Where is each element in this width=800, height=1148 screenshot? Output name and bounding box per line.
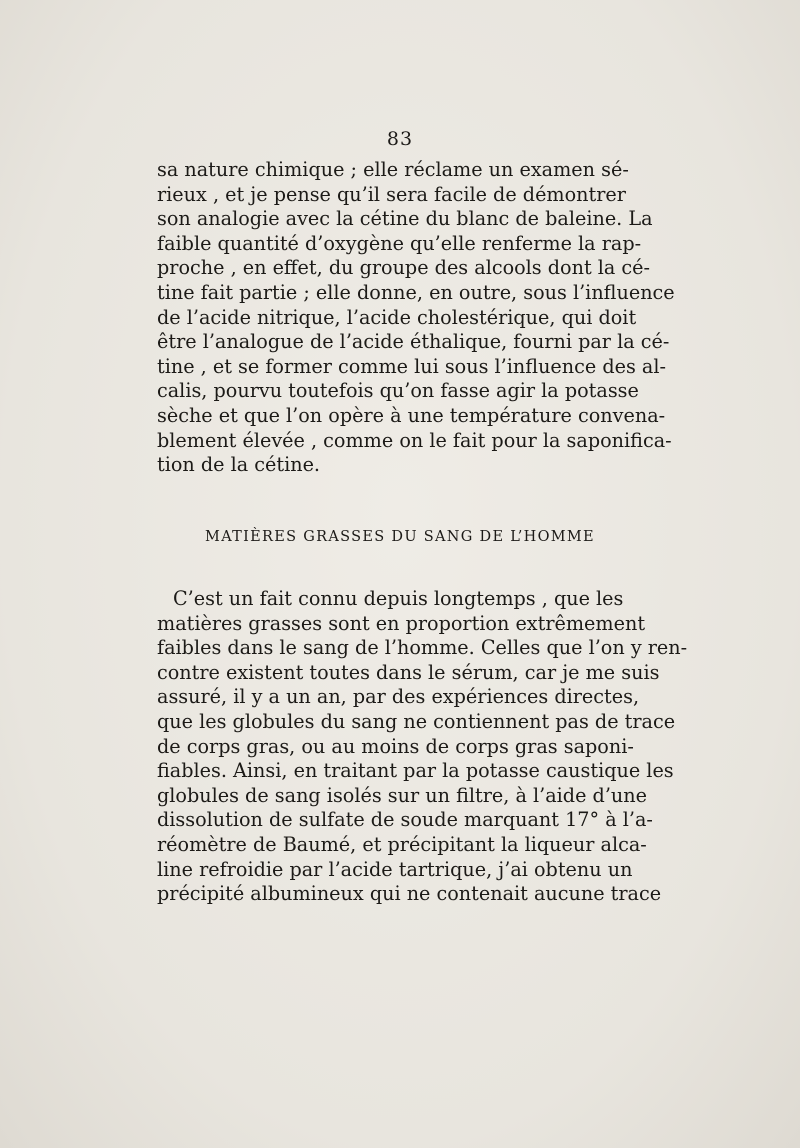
text-line: rieux , et je pense qu’il sera facile de démontrer: [157, 182, 626, 206]
text-line: tine fait partie ; elle donne, en outre, sous l’influence: [157, 280, 675, 304]
text-line: matières grasses sont en proportion extrêmement: [157, 611, 646, 635]
text-line: tine , et se former comme lui sous l’influence des al-: [157, 354, 666, 378]
text-line: globules de sang isolés sur un filtre, à l’aide d’une: [157, 783, 647, 807]
text-line: C’est un fait connu depuis longtemps , que les: [173, 587, 624, 610]
text-line: être l’analogue de l’acide éthalique, fourni par la cé-: [157, 330, 670, 354]
text-line: son analogie avec la cétine du blanc de baleine. La: [157, 207, 653, 231]
text-line: line refroidie par l’acide tartrique, j’ai obtenu un: [157, 857, 633, 881]
text-line: de corps gras, ou au moins de corps gras saponi-: [157, 734, 634, 758]
paragraph-blood-fats: [157, 587, 688, 907]
paragraph-cetine: [157, 158, 675, 478]
text-line: sa nature chimique ; elle réclame un examen sé-: [157, 158, 629, 181]
text-line: sèche et que l’on opère à une température convena-: [157, 403, 666, 427]
text-line: faible quantité d’oxygène qu’elle renferme la rap-: [157, 231, 642, 255]
text-line: proche , en effet, du groupe des alcools dont la cé-: [157, 256, 651, 280]
text-line: fiables. Ainsi, en traitant par la potasse caustique les: [157, 759, 674, 783]
text-line: calis, pourvu toutefois qu’on fasse agir la potasse: [157, 379, 639, 403]
text-line: dissolution de sulfate de soude marquant 17° à l’a-: [157, 808, 653, 832]
text-line: blement élevée , comme on le fait pour la saponifica-: [157, 428, 672, 452]
text-line: réomètre de Baumé, et précipitant la liqueur alca-: [157, 832, 647, 856]
text-line: que les globules du sang ne contiennent pas de trace: [157, 709, 676, 733]
page-number: 83: [386, 128, 414, 150]
text-line: contre existent toutes dans le sérum, car je me suis: [157, 660, 660, 684]
section-heading: MATIÈRES GRASSES DU SANG DE L’HOMME: [205, 529, 595, 545]
text-line: précipité albumineux qui ne contenait aucune trace: [157, 882, 662, 906]
text-line: assuré, il y a un an, par des expériences directes,: [157, 685, 640, 709]
text-line: faibles dans le sang de l’homme. Celles que l’on y ren-: [157, 636, 688, 660]
text-line: tion de la cétine.: [157, 453, 321, 477]
text-line: de l’acide nitrique, l’acide cholestérique, qui doit: [157, 305, 637, 329]
